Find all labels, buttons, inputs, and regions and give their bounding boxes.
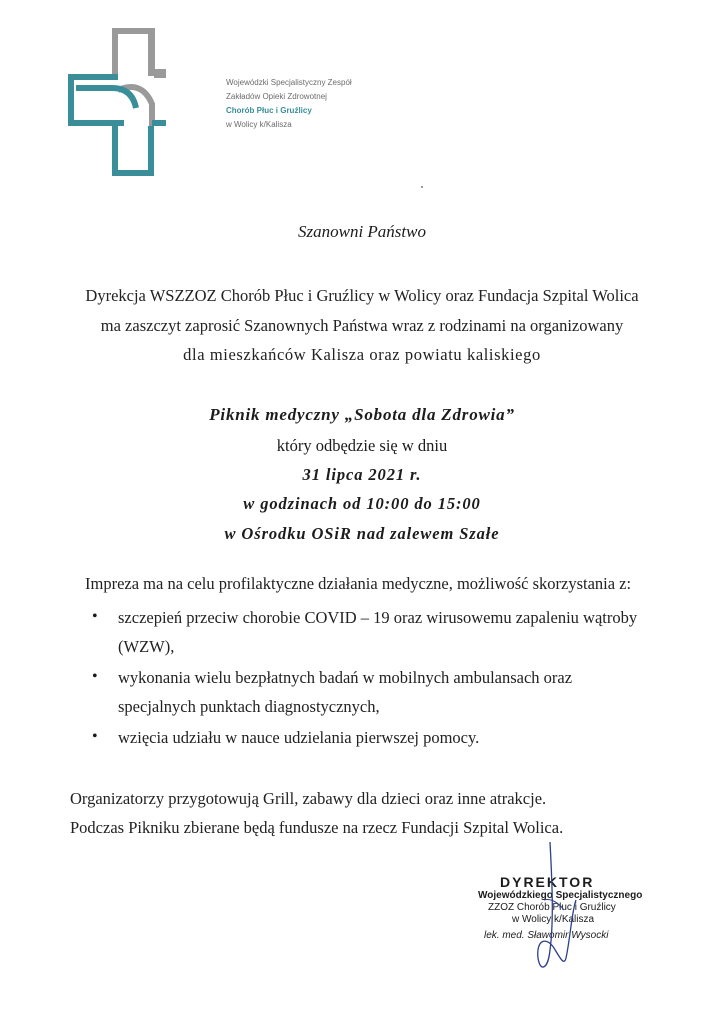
closing-line-1: Organizatorzy przygotowują Grill, zabawy dla dzieci oraz inne atrakcje. bbox=[70, 789, 547, 808]
purpose-text: Impreza ma na celu profilaktyczne działania medyczne, możliwość skorzystania z: bbox=[85, 574, 632, 593]
stamp-title: DYREKTOR bbox=[500, 874, 595, 890]
hospital-cross-logo bbox=[66, 28, 166, 176]
bullet-icon: • bbox=[92, 608, 98, 625]
scan-dot bbox=[421, 186, 423, 188]
greeting: Szanowni Państwo bbox=[298, 222, 426, 241]
logo-line-3: Chorób Płuc i Gruźlicy bbox=[226, 106, 312, 115]
logo-text bbox=[226, 76, 352, 132]
logo-line-4: w Wolicy k/Kalisza bbox=[226, 120, 292, 129]
stamp-line-1: Wojewódzkiego Specjalistycznego bbox=[478, 890, 643, 901]
closing-line-2: Podczas Pikniku zbierane będą fundusze na rzecz Fundacji Szpital Wolica. bbox=[70, 818, 564, 837]
event-place: w Ośrodku OSiR nad zalewem Szałe bbox=[224, 524, 500, 543]
stamp-line-3: w Wolicy k/Kalisza bbox=[512, 914, 595, 925]
event-hours: w godzinach od 10:00 do 15:00 bbox=[243, 494, 481, 513]
handwritten-signature bbox=[520, 840, 590, 975]
bullet-3-line-1: wzięcia udziału w nauce udzielania pierwszej pomocy. bbox=[118, 728, 480, 747]
bullet-icon: • bbox=[92, 668, 98, 685]
intro-line-2: ma zaszczyt zaprosić Szanownych Państwa wraz z rodzinami na organizowany bbox=[100, 316, 624, 335]
bullet-1-line-1: szczepień przeciw chorobie COVID – 19 oraz wirusowemu zapaleniu wątroby bbox=[118, 608, 638, 627]
bullet-icon: • bbox=[92, 728, 98, 745]
logo-line-2: Zakładów Opieki Zdrowotnej bbox=[226, 92, 327, 101]
bullet-1-line-2: (WZW), bbox=[118, 637, 175, 656]
bullet-2-line-1: wykonania wielu bezpłatnych badań w mobilnych ambulansach oraz bbox=[118, 668, 573, 687]
event-date: 31 lipca 2021 r. bbox=[302, 465, 422, 484]
stamp-line-2: ZZOZ Chorób Płuc i Gruźlicy bbox=[488, 902, 616, 913]
bullet-2-line-2: specjalnych punktach diagnostycznych, bbox=[118, 697, 380, 716]
director-name: lek. med. Sławomir Wysocki bbox=[484, 930, 609, 941]
event-title: Piknik medyczny „Sobota dla Zdrowia” bbox=[209, 405, 515, 424]
logo-line-1: Wojewódzki Specjalistyczny Zespół bbox=[226, 78, 352, 87]
event-lead: który odbędzie się w dniu bbox=[276, 436, 448, 455]
logo-gray-outline bbox=[114, 30, 166, 72]
intro-line-3: dla mieszkańców Kalisza oraz powiatu kaliskiego bbox=[183, 345, 541, 364]
intro-line-1: Dyrekcja WSZZOZ Chorób Płuc i Gruźlicy w Wolicy oraz Fundacja Szpital Wolica bbox=[85, 286, 639, 305]
